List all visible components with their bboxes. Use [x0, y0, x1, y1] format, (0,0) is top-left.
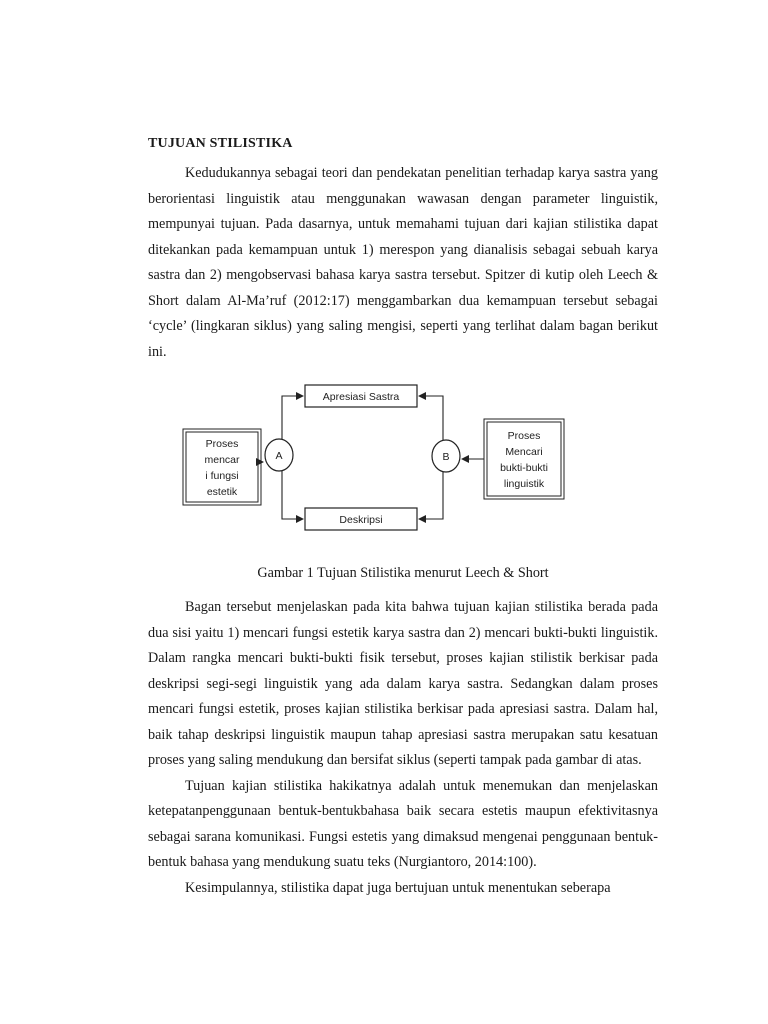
right-box-line-2: Mencari — [505, 446, 543, 458]
left-box-line-1: Proses — [205, 438, 239, 450]
arrow-a-to-apresiasi — [282, 396, 303, 439]
arrow-b-to-deskripsi — [419, 472, 443, 519]
cycle-diagram-svg — [148, 383, 658, 563]
paragraph-1: Kedudukannya sebagai teori dan pendekatan penelitian terhadap karya sastra yang berorientasi linguistik atau menggunakan wawasan dengan parameter linguistik, mempunyai tujuan. Pada dasarnya, untuk memahami tujuan dari kajian stilistika dapat ditekankan pada kemampuan untuk 1) merespon yang dianalisis sebagai sebuah karya sastra dan 2) mengobservasi bahasa karya sastra tersebut. Spitzer di kutip oleh Leech & Short dalam Al-Ma’ruf (2012:17) menggambarkan dua kemampuan tersebut sebagai ‘cycle’ (lingkaran siklus) yang saling mengisi, seperti yang terlihat dalam bagan berikut ini. — [148, 165, 658, 360]
left-box-line-4: estetik — [206, 486, 238, 498]
right-box-line-3: bukti-bukti — [500, 462, 548, 474]
paragraph-4: Kesimpulannya, stilistika dapat juga bertujuan untuk menentukan seberapa — [185, 879, 611, 896]
document-content — [148, 136, 658, 901]
apresiasi-sastra-label: Apresiasi Sastra — [322, 391, 400, 403]
right-box-line-4: linguistik — [503, 478, 545, 490]
paragraph-2: Bagan tersebut menjelaskan pada kita bahwa tujuan kajian stilistika berada pada dua sisi yaitu 1) mencari fungsi estetik karya sastra dan 2) mencari bukti-bukti linguistik. Dalam rangka mencari bukti-bukti fisik tersebut, proses kajian stilistik berkisar pada deskripsi segi-segi linguistik yang ada dalam karya sastra. Sedangkan dalam proses mencari fungsi estetik, proses kajian stilistika berkisar pada apresiasi sastra. Dalam hal, baik tahap deskripsi linguistik maupun tahap apresiasi sastra merupakan satu kesatuan proses yang saling mendukung dan bersifat siklus (seperti tampak pada gambar di atas. — [148, 599, 658, 768]
paragraph-3: Tujuan kajian stilistika hakikatnya adalah untuk menemukan dan menjelaskan ketepatanpenggunaan bentuk-bentukbahasa baik secara estetis maupun efektivitasnya sebagai sarana komunikasi. Fungsi estetis yang dimaksud mengenai penggunaan bentuk-bentuk bahasa yang mendukung suatu teks (Nurgiantoro, 2014:100). — [148, 777, 658, 870]
left-box-line-3: i fungsi — [205, 470, 239, 482]
arrow-a-to-deskripsi — [282, 471, 303, 519]
right-box-line-1: Proses — [507, 430, 541, 442]
section-title: TUJUAN STILISTIKA — [148, 136, 293, 151]
left-box-line-2: mencar — [204, 454, 240, 466]
node-a-label: A — [275, 450, 283, 462]
arrow-b-to-apresiasi — [419, 396, 443, 440]
figure-caption: Gambar 1 Tujuan Stilistika menurut Leech & Short — [257, 565, 549, 581]
node-b-label: B — [442, 451, 450, 463]
cycle-diagram — [148, 383, 658, 563]
deskripsi-label: Deskripsi — [339, 514, 383, 526]
